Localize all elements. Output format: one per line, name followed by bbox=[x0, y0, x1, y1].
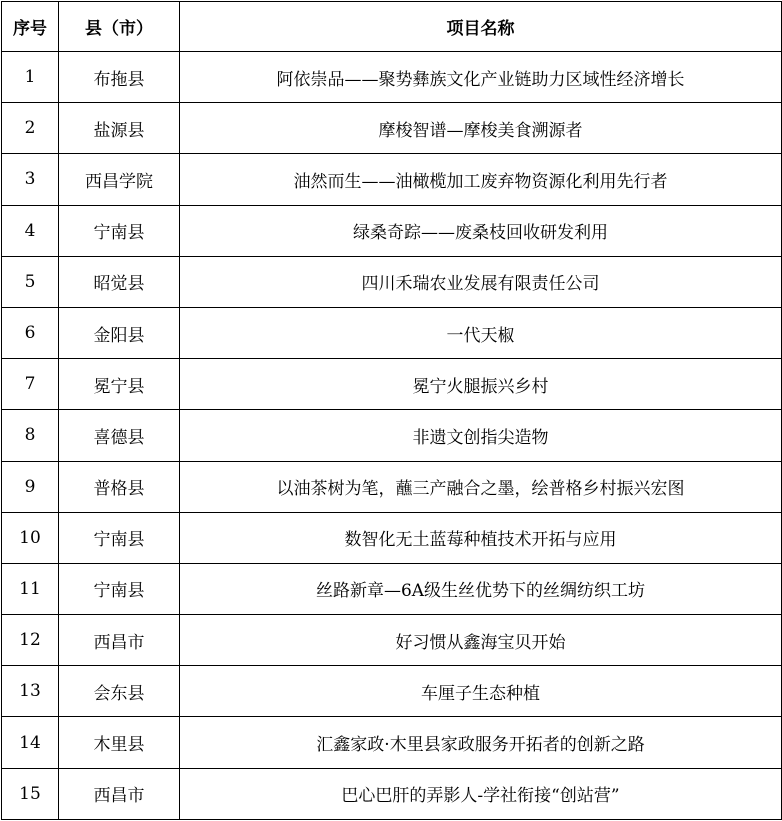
cell-index: 5 bbox=[2, 256, 59, 307]
cell-index: 7 bbox=[2, 359, 59, 410]
header-project: 项目名称 bbox=[180, 2, 782, 52]
cell-index: 9 bbox=[2, 461, 59, 512]
table-row bbox=[2, 563, 782, 614]
table-row bbox=[2, 717, 782, 768]
table-row bbox=[2, 256, 782, 307]
cell-project: 冕宁火腿振兴乡村 bbox=[180, 359, 782, 410]
cell-county: 盐源县 bbox=[59, 103, 180, 154]
table-body bbox=[2, 52, 782, 820]
table-row bbox=[2, 768, 782, 819]
cell-index: 2 bbox=[2, 103, 59, 154]
cell-county: 宁南县 bbox=[59, 563, 180, 614]
cell-county: 宁南县 bbox=[59, 205, 180, 256]
table-row bbox=[2, 666, 782, 717]
cell-index: 3 bbox=[2, 154, 59, 205]
cell-county: 西昌学院 bbox=[59, 154, 180, 205]
cell-index: 12 bbox=[2, 615, 59, 666]
cell-project: 非遗文创指尖造物 bbox=[180, 410, 782, 461]
cell-project: 一代天椒 bbox=[180, 307, 782, 358]
cell-index: 4 bbox=[2, 205, 59, 256]
cell-project: 车厘子生态种植 bbox=[180, 666, 782, 717]
table-row bbox=[2, 154, 782, 205]
cell-project: 好习惯从鑫海宝贝开始 bbox=[180, 615, 782, 666]
cell-county: 宁南县 bbox=[59, 512, 180, 563]
cell-county: 喜德县 bbox=[59, 410, 180, 461]
cell-index: 6 bbox=[2, 307, 59, 358]
cell-index: 1 bbox=[2, 52, 59, 103]
cell-index: 8 bbox=[2, 410, 59, 461]
table-row bbox=[2, 307, 782, 358]
cell-project: 阿依崇品——聚势彝族文化产业链助力区域性经济增长 bbox=[180, 52, 782, 103]
header-index: 序号 bbox=[2, 2, 59, 52]
cell-county: 冕宁县 bbox=[59, 359, 180, 410]
project-table bbox=[1, 1, 782, 820]
cell-project: 绿桑奇踪——废桑枝回收研发利用 bbox=[180, 205, 782, 256]
cell-county: 普格县 bbox=[59, 461, 180, 512]
cell-county: 西昌市 bbox=[59, 768, 180, 819]
cell-index: 10 bbox=[2, 512, 59, 563]
cell-project: 丝路新章—6A级生丝优势下的丝绸纺织工坊 bbox=[180, 563, 782, 614]
cell-project: 摩梭智谱—摩梭美食溯源者 bbox=[180, 103, 782, 154]
cell-project: 巴心巴肝的弄影人-学社衔接“创站营” bbox=[180, 768, 782, 819]
cell-county: 会东县 bbox=[59, 666, 180, 717]
cell-county: 金阳县 bbox=[59, 307, 180, 358]
cell-index: 13 bbox=[2, 666, 59, 717]
table-row bbox=[2, 359, 782, 410]
cell-county: 西昌市 bbox=[59, 615, 180, 666]
cell-county: 布拖县 bbox=[59, 52, 180, 103]
table-row bbox=[2, 103, 782, 154]
cell-project: 四川禾瑞农业发展有限责任公司 bbox=[180, 256, 782, 307]
cell-project: 以油茶树为笔，蘸三产融合之墨，绘普格乡村振兴宏图 bbox=[180, 461, 782, 512]
cell-county: 昭觉县 bbox=[59, 256, 180, 307]
table-header-row bbox=[2, 2, 782, 52]
cell-index: 14 bbox=[2, 717, 59, 768]
table-row bbox=[2, 52, 782, 103]
cell-index: 11 bbox=[2, 563, 59, 614]
table-row bbox=[2, 205, 782, 256]
cell-project: 汇鑫家政·木里县家政服务开拓者的创新之路 bbox=[180, 717, 782, 768]
header-county: 县（市） bbox=[59, 2, 180, 52]
cell-project: 油然而生——油橄榄加工废弃物资源化利用先行者 bbox=[180, 154, 782, 205]
table-row bbox=[2, 512, 782, 563]
cell-project: 数智化无土蓝莓种植技术开拓与应用 bbox=[180, 512, 782, 563]
table-row bbox=[2, 615, 782, 666]
cell-index: 15 bbox=[2, 768, 59, 819]
table-row bbox=[2, 410, 782, 461]
cell-county: 木里县 bbox=[59, 717, 180, 768]
table-row bbox=[2, 461, 782, 512]
